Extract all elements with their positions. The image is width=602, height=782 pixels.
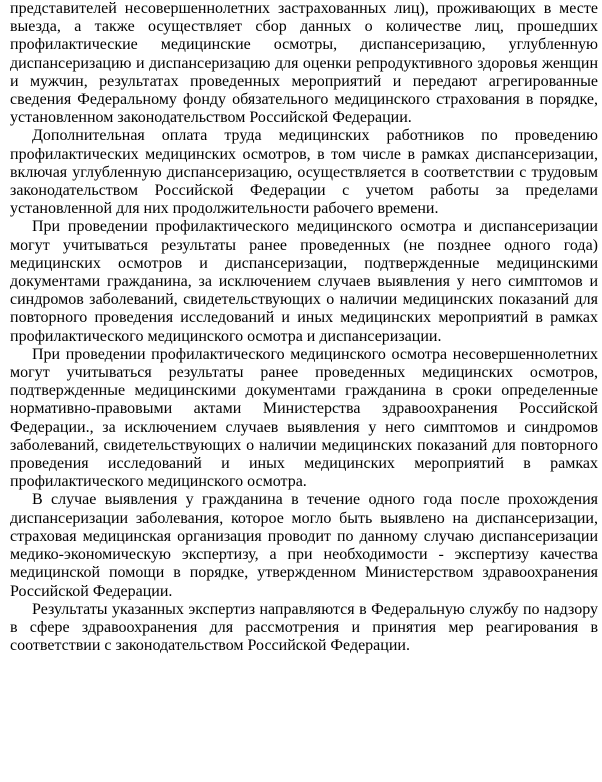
paragraph-previous-results: При проведении профилактического медицинского осмотра и диспансеризации могут учитываться результаты ранее проведенных (не позднее одного года) медицинских осмотров и диспансеризации, подтвержденные медицинскими документами гражданина, за исключением случаев выявления у него симптомов и синдромов заболеваний, свидетельствующих о наличии медицинских показаний для повторного проведения исследований и иных медицинских мероприятий в рамках профилактического медицинского осмотра и диспансеризации. — [10, 218, 598, 345]
paragraph-minors-results: При проведении профилактического медицинского осмотра несовершеннолетних могут учитываться результаты ранее проведенных медицинских осмотров, подтвержденные медицинскими документами гражданина в сроки определенные нормативно-правовыми актами Министерства здравоохранения Российской Федерации., за исключением случаев выявления у него симптомов и синдромов заболеваний, свидетельствующих о наличии медицинских показаний для повторного проведения исследований и иных медицинских мероприятий в рамках профилактического медицинского осмотра. — [10, 345, 598, 491]
paragraph-additional-payment: Дополнительная оплата труда медицинских работников по проведению профилактических медицинских осмотров, в том числе в рамках диспансеризации, включая углубленную диспансеризацию, осуществляется в соответствии с трудовым законодательством Российской Федерации с учетом работы за пределами установленной для них продолжительности рабочего времени. — [10, 127, 598, 218]
paragraph-expertise-results: Результаты указанных экспертиз направляются в Федеральную службу по надзору в сфере здравоохранения для рассмотрения и принятия мер реагирования в соответствии с законодательством Российской Федерации. — [10, 600, 598, 655]
paragraph-disease-detection: В случае выявления у гражданина в течение одного года после прохождения диспансеризации заболевания, которое могло быть выявлено на диспансеризации, страховая медицинская организация проводит по данному случаю диспансеризации медико-экономическую экспертизу, а при необходимости - экспертизу качества медицинской помощи в порядке, утвержденном Министерством здравоохранения Российской Федерации. — [10, 491, 598, 600]
paragraph-continuation: представителей несовершеннолетних застрахованных лиц), проживающих в месте выезда, а также осуществляет сбор данных о количестве лиц, прошедших профилактические медицинские осмотры, диспансеризацию, углубленную диспансеризацию и диспансеризацию для оценки репродуктивного здоровья женщин и мужчин, результатах проведенных мероприятий и передают агрегированные сведения Федеральному фонду обязательного медицинского страхования в порядке, установленном законодательством Российской Федерации. — [10, 0, 598, 127]
